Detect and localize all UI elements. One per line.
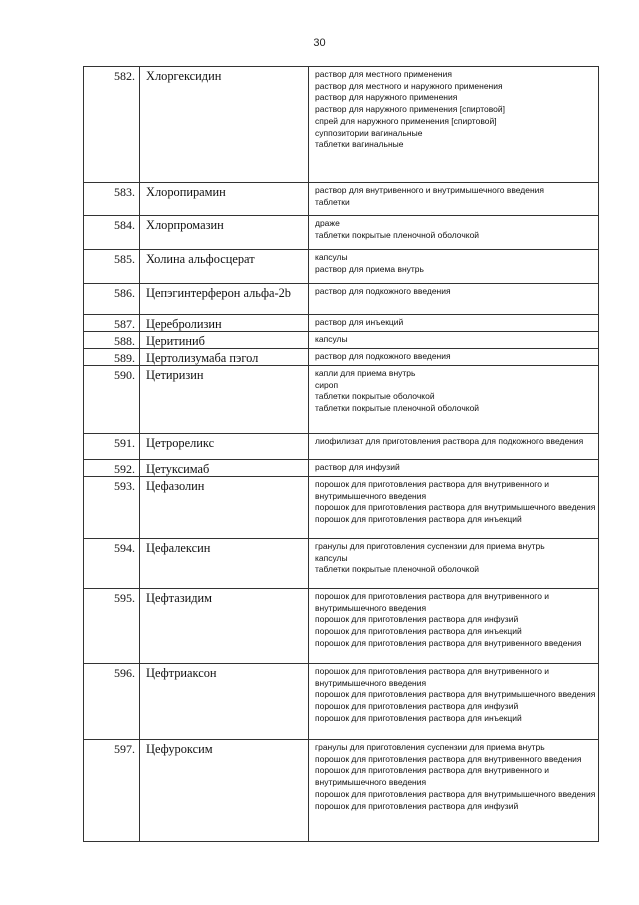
dosage-form: сироп bbox=[315, 379, 339, 390]
row-number: 582. bbox=[84, 67, 140, 183]
dosage-form: порошок для приготовления раствора для инъекций bbox=[315, 514, 522, 525]
drug-name: Хлоргексидин bbox=[140, 67, 309, 183]
table-row bbox=[84, 332, 599, 349]
table-row bbox=[84, 216, 599, 250]
table-row bbox=[84, 539, 599, 589]
dosage-form: гранулы для приготовления суспензии для приема внутрь bbox=[315, 541, 545, 551]
dosage-form: порошок для приготовления раствора для инфузий bbox=[315, 701, 519, 712]
dosage-form: спрей для наружного применения [спиртовой] bbox=[315, 115, 497, 126]
drug-name: Цетиризин bbox=[140, 366, 309, 434]
dosage-forms bbox=[309, 434, 599, 460]
dosage-form: капли для приема внутрь bbox=[315, 368, 416, 378]
dosage-form: драже bbox=[315, 218, 340, 228]
drug-table-body bbox=[84, 67, 599, 842]
row-number: 593. bbox=[84, 477, 140, 539]
dosage-form: раствор для местного применения bbox=[315, 69, 452, 79]
drug-name: Цефтриаксон bbox=[140, 664, 309, 740]
drug-name: Цепэгинтерферон альфа-2b bbox=[140, 284, 309, 315]
dosage-form: раствор для наружного применения [спиртовой] bbox=[315, 104, 505, 115]
dosage-forms bbox=[309, 477, 599, 539]
drug-name: Цефазолин bbox=[140, 477, 309, 539]
table-row bbox=[84, 284, 599, 315]
drug-name: Церитиниб bbox=[140, 332, 309, 349]
dosage-form: суппозитории вагинальные bbox=[315, 127, 423, 138]
drug-name: Церебролизин bbox=[140, 315, 309, 332]
dosage-forms bbox=[309, 664, 599, 740]
dosage-form: раствор для внутривенного и внутримышечного введения bbox=[315, 185, 545, 195]
row-number: 588. bbox=[84, 332, 140, 349]
dosage-forms bbox=[309, 250, 599, 284]
table-row bbox=[84, 349, 599, 366]
dosage-form: раствор для подкожного введения bbox=[315, 351, 451, 361]
drug-name: Хлорпромазин bbox=[140, 216, 309, 250]
row-number: 587. bbox=[84, 315, 140, 332]
dosage-form: капсулы bbox=[315, 252, 348, 262]
row-number: 590. bbox=[84, 366, 140, 434]
drug-name: Цефуроксим bbox=[140, 740, 309, 842]
drug-name: Цетрореликс bbox=[140, 434, 309, 460]
row-number: 597. bbox=[84, 740, 140, 842]
dosage-form: раствор для местного и наружного применения bbox=[315, 80, 503, 91]
dosage-forms bbox=[309, 183, 599, 216]
dosage-form: раствор для инфузий bbox=[315, 462, 400, 472]
row-number: 595. bbox=[84, 589, 140, 664]
dosage-forms bbox=[309, 539, 599, 589]
row-number: 585. bbox=[84, 250, 140, 284]
dosage-forms bbox=[309, 366, 599, 434]
drug-name: Холина альфосцерат bbox=[140, 250, 309, 284]
dosage-form: капсулы bbox=[315, 334, 348, 344]
table-row bbox=[84, 740, 599, 842]
drug-name: Цетуксимаб bbox=[140, 460, 309, 477]
dosage-form: порошок для приготовления раствора для инфузий bbox=[315, 614, 519, 625]
drug-name: Хлоропирамин bbox=[140, 183, 309, 216]
table-row bbox=[84, 250, 599, 284]
table-row bbox=[84, 315, 599, 332]
dosage-form: порошок для приготовления раствора для внутримышечного введения bbox=[315, 788, 596, 799]
dosage-form: порошок для приготовления раствора для внутривенного и внутримышечного введения bbox=[315, 666, 550, 688]
dosage-forms bbox=[309, 315, 599, 332]
dosage-form: раствор для наружного применения bbox=[315, 92, 458, 103]
dosage-form: капсулы bbox=[315, 552, 348, 563]
row-number: 583. bbox=[84, 183, 140, 216]
table-row bbox=[84, 460, 599, 477]
table-row bbox=[84, 67, 599, 183]
table-row bbox=[84, 366, 599, 434]
dosage-form: порошок для приготовления раствора для внутривенного и внутримышечного введения bbox=[315, 591, 550, 613]
dosage-form: раствор для приема внутрь bbox=[315, 263, 424, 274]
dosage-form: таблетки bbox=[315, 196, 350, 207]
drug-table bbox=[83, 66, 599, 842]
dosage-forms bbox=[309, 284, 599, 315]
dosage-form: таблетки вагинальные bbox=[315, 139, 404, 150]
row-number: 592. bbox=[84, 460, 140, 477]
row-number: 589. bbox=[84, 349, 140, 366]
dosage-form: лиофилизат для приготовления раствора для подкожного введения bbox=[315, 436, 584, 446]
dosage-form: порошок для приготовления раствора для инъекций bbox=[315, 626, 522, 637]
dosage-form: таблетки покрытые пленочной оболочкой bbox=[315, 403, 480, 414]
dosage-form: порошок для приготовления раствора для инфузий bbox=[315, 800, 519, 811]
table-row bbox=[84, 477, 599, 539]
row-number: 584. bbox=[84, 216, 140, 250]
dosage-form: гранулы для приготовления суспензии для приема внутрь bbox=[315, 742, 545, 752]
dosage-forms bbox=[309, 460, 599, 477]
drug-name: Цертолизумаба пэгол bbox=[140, 349, 309, 366]
page-number: 30 bbox=[313, 37, 326, 49]
dosage-form: порошок для приготовления раствора для внутривенного и внутримышечного введения bbox=[315, 479, 550, 501]
dosage-forms bbox=[309, 589, 599, 664]
table-row bbox=[84, 664, 599, 740]
dosage-form: таблетки покрытые пленочной оболочкой bbox=[315, 564, 480, 575]
dosage-form: таблетки покрытые оболочкой bbox=[315, 391, 435, 402]
dosage-form: раствор для подкожного введения bbox=[315, 286, 451, 296]
dosage-forms bbox=[309, 349, 599, 366]
row-number: 586. bbox=[84, 284, 140, 315]
dosage-forms bbox=[309, 216, 599, 250]
dosage-form: таблетки покрытые пленочной оболочкой bbox=[315, 229, 480, 240]
dosage-form: порошок для приготовления раствора для инъекций bbox=[315, 712, 522, 723]
dosage-form: порошок для приготовления раствора для внутривенного введения bbox=[315, 753, 582, 764]
dosage-forms bbox=[309, 332, 599, 349]
dosage-forms bbox=[309, 740, 599, 842]
dosage-form: раствор для инъекций bbox=[315, 317, 404, 327]
table-row bbox=[84, 589, 599, 664]
dosage-form: порошок для приготовления раствора для внутримышечного введения bbox=[315, 689, 596, 700]
table-row bbox=[84, 183, 599, 216]
dosage-form: порошок для приготовления раствора для внутривенного и внутримышечного введения bbox=[315, 765, 550, 788]
row-number: 591. bbox=[84, 434, 140, 460]
dosage-form: порошок для приготовления раствора для внутривенного введения bbox=[315, 637, 582, 648]
drug-name: Цефалексин bbox=[140, 539, 309, 589]
drug-name: Цефтазидим bbox=[140, 589, 309, 664]
dosage-form: порошок для приготовления раствора для внутримышечного введения bbox=[315, 502, 596, 513]
dosage-forms bbox=[309, 67, 599, 183]
row-number: 594. bbox=[84, 539, 140, 589]
table-row bbox=[84, 434, 599, 460]
row-number: 596. bbox=[84, 664, 140, 740]
